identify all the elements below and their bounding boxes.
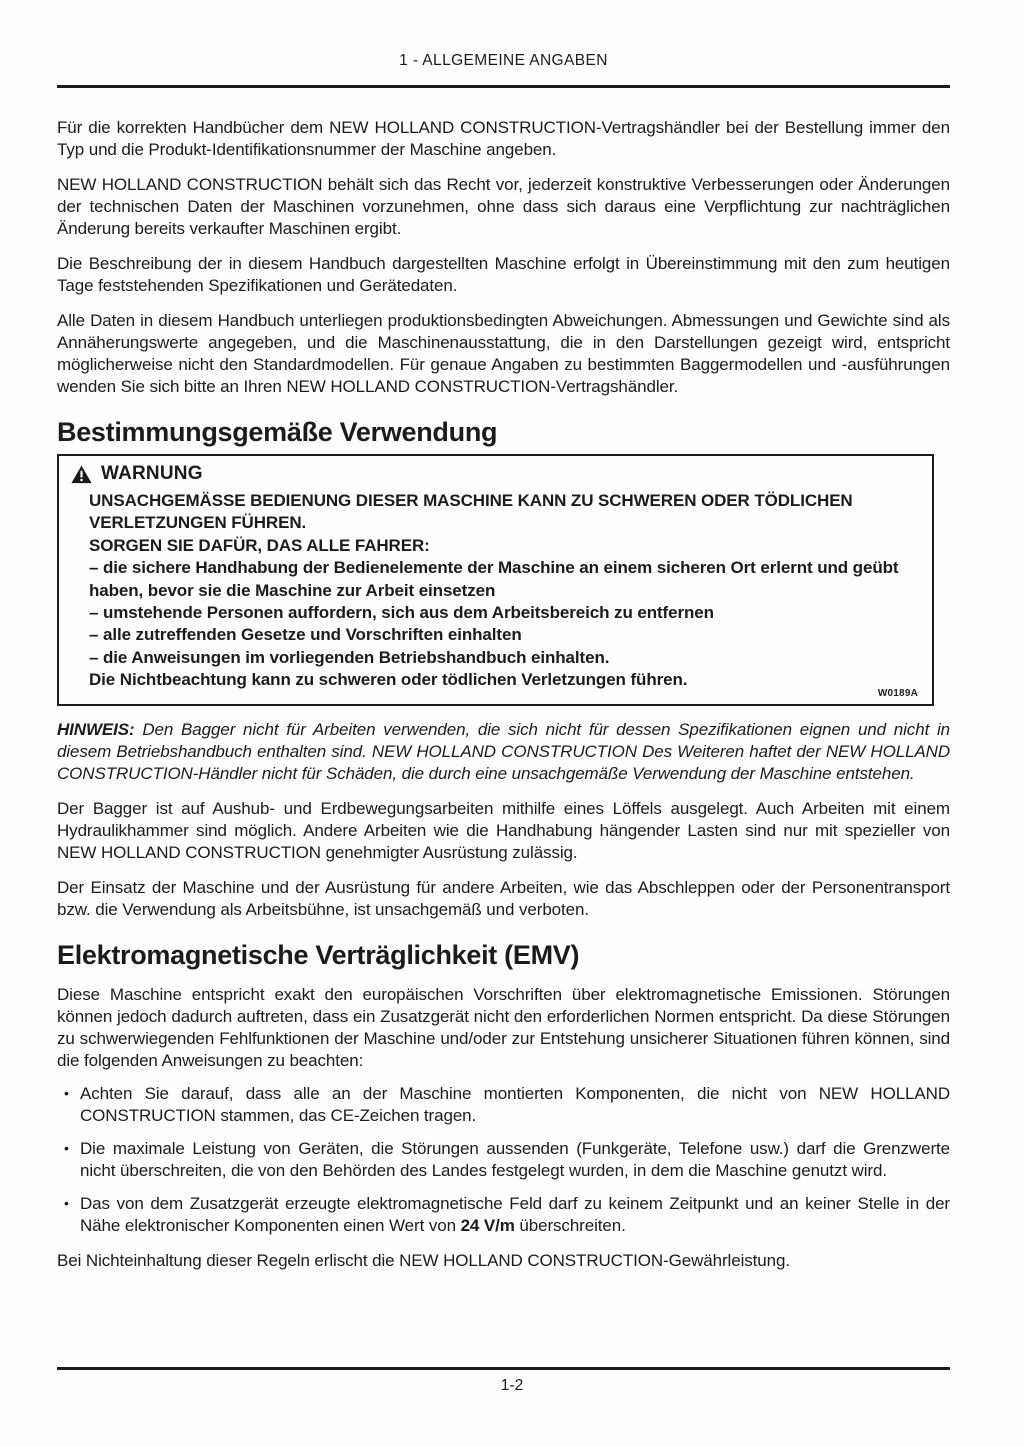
- bullet-bold-text: 24 V/m: [460, 1215, 515, 1235]
- warning-line: – alle zutreffenden Gesetze und Vorschriften einhalten: [89, 625, 522, 645]
- emc-bullet-list: [57, 1083, 950, 1237]
- intro-paragraph: NEW HOLLAND CONSTRUCTION behält sich das Recht vor, jederzeit konstruktive Verbesserungen oder Änderungen der technischen Daten der Maschinen vorzunehmen, ohne dass sich daraus eine Verpflichtung zur nachträglichen Änderung bereits verkaufter Maschinen ergibt.: [57, 175, 950, 238]
- warning-line: UNSACHGEMÄSSE BEDIENUNG DIESER MASCHINE KANN ZU SCHWEREN ODER TÖDLICHEN VERLETZUNGEN FÜHREN.: [89, 491, 853, 533]
- emc-closing-paragraph: Bei Nichteinhaltung dieser Regeln erlischt die NEW HOLLAND CONSTRUCTION-Gewährleistung.: [57, 1250, 790, 1270]
- warning-line: – die Anweisungen im vorliegenden Betriebshandbuch einhalten.: [89, 647, 610, 667]
- warning-line: – umstehende Personen auffordern, sich aus dem Arbeitsbereich zu entfernen: [89, 603, 714, 623]
- intro-paragraph: Die Beschreibung der in diesem Handbuch dargestellten Maschine erfolgt in Übereinstimmung mit den zum heutigen Tage feststehenden Spezifikationen und Gerätedaten.: [57, 254, 950, 295]
- warning-body: [89, 490, 918, 692]
- emc-bullet-item: [57, 1193, 950, 1237]
- warning-label: WARNUNG: [101, 463, 203, 484]
- warning-line: – die sichere Handhabung der Bedienelemente der Maschine an einem sicheren Ort erlernt und geübt haben, bevor sie die Maschine zur Arbeit einsetzen: [89, 558, 899, 600]
- bullet-text: überschreiten.: [514, 1215, 626, 1235]
- header-rule: [57, 85, 950, 88]
- emc-bullet-item: [57, 1083, 950, 1127]
- note-label: HINWEIS:: [57, 719, 135, 739]
- footer-rule: [57, 1367, 950, 1370]
- page-content: [57, 0, 950, 1272]
- warning-reference-code: W0189A: [877, 687, 918, 699]
- warning-line: Die Nichtbeachtung kann zu schweren oder tödlichen Verletzungen führen.: [89, 670, 688, 690]
- intro-paragraph: Alle Daten in diesem Handbuch unterliegen produktionsbedingten Abweichungen. Abmessungen und Gewichte sind als Annäherungswerte angegeben, und die Maschinenausstattung, die in den Darstellungen gezeigt wird, entspricht möglicherweise nicht den Standardmodellen. Für genaue Angaben zu bestimmten Baggermodellen und -ausführungen wenden Sie sich bitte an Ihren NEW HOLLAND CONSTRUCTION-Vertragshändler.: [57, 311, 950, 396]
- intro-paragraph: Für die korrekten Handbücher dem NEW HOLLAND CONSTRUCTION-Vertragshändler bei der Bestellung immer den Typ und die Produkt-Identifikationsnummer der Maschine angeben.: [57, 118, 950, 159]
- emc-intro-paragraph: Diese Maschine entspricht exakt den europäischen Vorschriften über elektromagnetische Emissionen. Störungen können jedoch dadurch auftreten, dass ein Zusatzgerät nicht den erforderlichen Normen entspricht. Da diese Störungen zu schwerwiegenden Fehlfunktionen der Maschine und/oder zur Entstehung unsicherer Situationen führen können, sind die folgenden Anweisungen zu beachten:: [57, 984, 950, 1070]
- emc-bullet-item: [57, 1138, 950, 1182]
- section-heading-emc: Elektromagnetische Verträglichkeit (EMV): [57, 939, 580, 970]
- intended-use-paragraph: Der Einsatz der Maschine und der Ausrüstung für andere Arbeiten, wie das Abschleppen oder der Personentransport bzw. die Verwendung als Arbeitsbühne, ist unsachgemäß und verboten.: [57, 877, 950, 919]
- note-text: Den Bagger nicht für Arbeiten verwenden, die sich nicht für dessen Spezifikationen eignen und nicht in diesem Betriebshandbuch enthalten sind. NEW HOLLAND CONSTRUCTION Des Weiteren haftet der NEW HOLLAND CONSTRUCTION-Händler nicht für Schäden, die durch eine unsachgemäße Verwendung der Maschine entstehen.: [57, 719, 950, 783]
- warning-line: SORGEN SIE DAFÜR, DAS ALLE FAHRER:: [89, 535, 430, 555]
- note-paragraph: [57, 719, 950, 785]
- page-number: 1-2: [500, 1377, 524, 1394]
- intended-use-paragraph: Der Bagger ist auf Aushub- und Erdbewegungsarbeiten mithilfe eines Löffels ausgelegt. Auch Arbeiten mit einem Hydraulikhammer sind möglich. Andere Arbeiten wie die Handhabung hängender Lasten sind nur mit spezieller von NEW HOLLAND CONSTRUCTION genehmigter Ausrüstung zulässig.: [57, 798, 950, 862]
- bullet-text: Die maximale Leistung von Geräten, die Störungen aussenden (Funkgeräte, Telefone usw.) darf die Grenzwerte nicht überschreiten, die von den Behörden des Landes festgelegt wurden, in dem die Maschine genutzt wird.: [80, 1138, 950, 1180]
- bullet-text: Das von dem Zusatzgerät erzeugte elektromagnetische Feld darf zu keinem Zeitpunkt und an keiner Stelle in der Nähe elektronischer Komponenten einen Wert von: [80, 1193, 950, 1235]
- section-heading-intended-use: Bestimmungsgemäße Verwendung: [57, 417, 498, 447]
- bullet-text: Achten Sie darauf, dass alle an der Maschine montierten Komponenten, die nicht von NEW HOLLAND CONSTRUCTION stammen, das CE-Zeichen tragen.: [80, 1083, 950, 1125]
- warning-triangle-icon: [71, 465, 92, 484]
- warning-box: [57, 454, 934, 706]
- warning-title-row: [71, 463, 918, 485]
- chapter-header: 1 - ALLGEMEINE ANGABEN: [399, 52, 608, 69]
